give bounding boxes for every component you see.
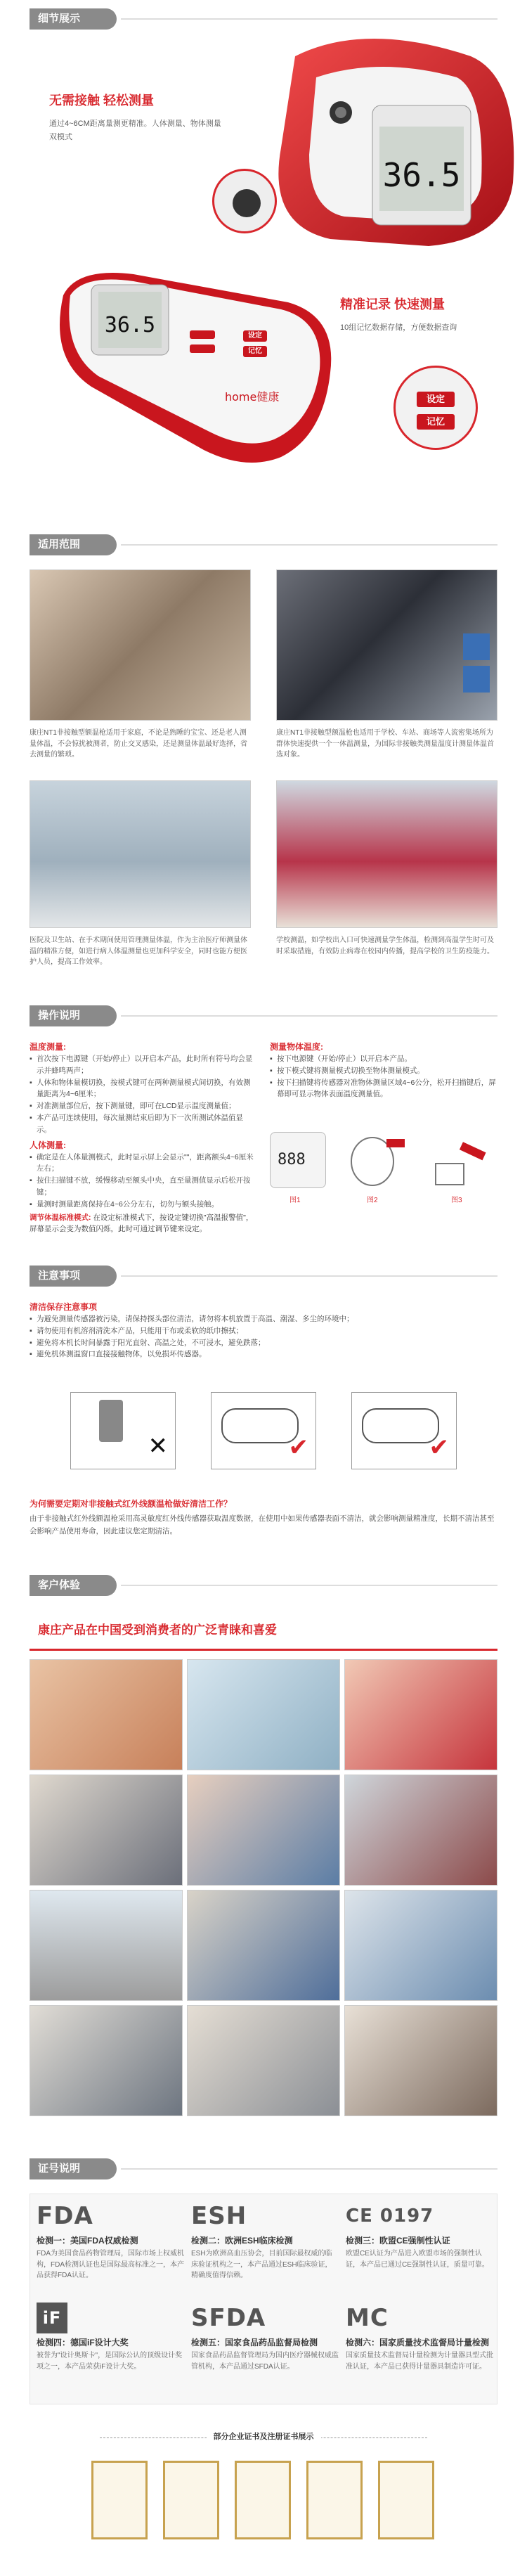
list-item: ▪ 为避免测量传感器被污染，请保持探头部位清洁，请勿将本机放置于高温、潮湿、多尘的环境中； bbox=[30, 1313, 497, 1325]
customer-photo bbox=[344, 2005, 497, 2116]
check-icon: ✔ bbox=[429, 1434, 449, 1461]
sign-icon bbox=[463, 666, 490, 693]
list-item: ▪ 请勿使用有机溶剂清洗本产品，只能用干布或柔软的纸巾擦拭； bbox=[30, 1325, 497, 1337]
operation-left-column bbox=[30, 1041, 254, 1235]
section-header-customer bbox=[30, 1575, 497, 1596]
op-text: 在设定标准模式下，按设定键切换"高温报警值"，屏幕显示会变为数值闪烁，此时可通过调节键来设定。 bbox=[30, 1213, 254, 1234]
lcd-digits-icon: 888 bbox=[278, 1151, 306, 1168]
customer-photo bbox=[30, 1890, 183, 2001]
cert-item bbox=[346, 2201, 493, 2270]
fig3-object-icon bbox=[422, 1132, 492, 1188]
notes-heading: 为何需要定期对非接触式红外线额温枪做好清洁工作？ bbox=[30, 1499, 233, 1509]
customer-headline: 康庄产品在中国受到消费者的广泛青睐和喜爱 bbox=[38, 1623, 277, 1637]
notes-list bbox=[30, 1313, 497, 1360]
list-item: ▪ 量测时测量距离保持在4~6公分左右，切勿与额头接触。 bbox=[30, 1199, 254, 1211]
cert-desc: ESH为欧洲高血压协会，目前国际最权威的临床验证机构之一，本产品通过ESH临床验证，精确度值得信赖。 bbox=[191, 2250, 332, 2279]
section-tag: 适用范围 bbox=[30, 534, 117, 555]
fda-logo: FDA bbox=[37, 2202, 93, 2230]
section-rule bbox=[121, 1585, 497, 1586]
check-icon: ✔ bbox=[288, 1434, 308, 1461]
cert-item bbox=[37, 2303, 184, 2372]
list-item: ▪ 避免机体测温窗口直接接触物体，以免损坏传感器。 bbox=[30, 1348, 497, 1360]
op-list-body bbox=[30, 1152, 254, 1211]
brand-mark: home健康 bbox=[225, 390, 280, 404]
customer-photo bbox=[344, 1890, 497, 2001]
thermometer-back-illustration bbox=[204, 28, 527, 281]
esh-logo: ESH bbox=[191, 2202, 247, 2230]
sign-icon bbox=[463, 633, 490, 660]
section-header-scope bbox=[30, 534, 497, 555]
thermometer-front-illustration bbox=[49, 253, 344, 478]
customer-photo bbox=[187, 1890, 340, 2001]
certificate-frame bbox=[306, 2461, 363, 2539]
if-logo: iF bbox=[37, 2303, 67, 2333]
operation-right-column bbox=[270, 1041, 497, 1100]
section-header-notes bbox=[30, 1266, 497, 1287]
cert-desc: FDA为美国食品药物管理局，国际市场上权威机构，FDA检测认证也是国际最高标准之一，本产品获得FDA认证。 bbox=[37, 2250, 184, 2279]
sfda-logo: SFDA bbox=[191, 2304, 266, 2332]
photo-family bbox=[30, 569, 251, 721]
list-item: ▪ 按下扫描键将传感器对准物体测量区域4~6公分，松开扫描键后，屏幕即可显示物体表面温度测量值。 bbox=[270, 1077, 497, 1101]
notes-text: 由于非接触式红外线额温枪采用高灵敏度红外线传感器获取温度数据，在使用中如果传感器表面不清洁，就会影响测量精准度，长期不清洁甚至会影响产品使用寿命，因此建议您定期清洁。 bbox=[30, 1514, 495, 1535]
scope-caption-4: 学校测温，如学校出入口可快速测量学生体温，检测到高温学生时可及时采取措施，有效防止病毒在校园内传播，提高学校的卫生防疫能力。 bbox=[276, 936, 494, 955]
cert-desc: 国家质量技术监督局计量检测为计量器具型式批准认证，本产品已获得计量器具制造许可证。 bbox=[346, 2352, 493, 2371]
cert-item bbox=[346, 2303, 493, 2372]
section-rule bbox=[121, 18, 497, 20]
op-heading: 测量物体温度: bbox=[270, 1042, 323, 1052]
feature-heading: 精准记录 快速测量 bbox=[340, 297, 445, 311]
photo-hospital-hall bbox=[30, 780, 251, 928]
feature-block-2 bbox=[340, 295, 502, 335]
device-outline-icon bbox=[362, 1408, 439, 1443]
list-item: ▪ 确定是在人体量测模式，此时显示屏上会显示""，距离额头4~6厘米左右； bbox=[30, 1152, 254, 1176]
section-rule bbox=[121, 1015, 497, 1017]
customer-photo bbox=[187, 1775, 340, 1886]
section-header-certs bbox=[30, 2158, 497, 2179]
certificate-frame bbox=[91, 2461, 148, 2539]
certificate-frame bbox=[235, 2461, 291, 2539]
scope-caption-2: 康庄NT1非接触型额温枪也适用于学校、车站、商场等人流密集场所为群体快速提供一个一体温测量，为国际非接触类测量温度计测量体温首选对象。 bbox=[276, 729, 494, 759]
sensor-zoom-circle bbox=[212, 169, 277, 233]
list-item: ▪ 按住扫描键不放，缓慢移动至额头中央，直至量测值显示后松开按键； bbox=[30, 1175, 254, 1199]
lcd-reading-back: 36.5 bbox=[382, 156, 461, 194]
customer-photo bbox=[30, 1659, 183, 1770]
set-button-zoom: 设定 bbox=[417, 392, 455, 407]
customer-photo bbox=[344, 1775, 497, 1886]
section-rule bbox=[121, 2168, 497, 2170]
cert-footer-title-row bbox=[30, 2431, 497, 2445]
photo-school-children bbox=[276, 780, 497, 928]
feature-text: 10组记忆数据存储，方便数据查询 bbox=[340, 323, 457, 332]
cert-desc: 被誉为"设计奥斯卡"，是国际公认的顶级设计奖项之一，本产品荣获iF设计大奖。 bbox=[37, 2352, 183, 2371]
cert-item bbox=[37, 2201, 184, 2281]
op-heading: 调节体温标准模式: bbox=[30, 1213, 91, 1222]
section-rule bbox=[121, 1275, 497, 1277]
cross-icon: ✕ bbox=[148, 1433, 168, 1460]
op-heading: 人体测量: bbox=[30, 1140, 66, 1150]
section-tag: 客户体验 bbox=[30, 1575, 117, 1596]
list-item: ▪ 人体和物体量模切换，按模式键可在两种测量模式间切换，有效测量距离为4~6厘米； bbox=[30, 1077, 254, 1101]
cert-desc: 国家食品药品监督管理局为国内医疗器械权威监管机构，本产品通过SFDA认证。 bbox=[191, 2352, 339, 2371]
buttons-zoom-circle bbox=[393, 366, 478, 450]
cert-title: 检测四：德国iF设计大奖 bbox=[37, 2338, 129, 2348]
list-item: ▪ 首次按下电源键（开始/停止）以开启本产品，此时所有符号均会显示并蜂鸣两声； bbox=[30, 1053, 254, 1077]
certificate-frame bbox=[378, 2461, 434, 2539]
op-heading: 温度测量: bbox=[30, 1042, 66, 1052]
section-rule bbox=[121, 544, 497, 546]
customer-photo bbox=[344, 1659, 497, 1770]
section-tag: 细节展示 bbox=[30, 8, 117, 30]
fig1-lcd bbox=[270, 1132, 326, 1188]
fig-label: 图3 bbox=[451, 1197, 462, 1204]
feature-text: 通过4~6CM距离量测更精准。人体测量、物体测量双模式 bbox=[49, 120, 221, 141]
scope-caption-1: 康庄NT1非接触型额温枪适用于家庭，不论是熟睡的宝宝、还是老人测量体温，不会惊扰被测者，防止交叉感染，还是测量体温最好选择，省去测量的繁琐。 bbox=[30, 729, 247, 759]
cert-footer-title: 部分企业证书及注册证书展示 bbox=[207, 2433, 321, 2441]
notes-why-block bbox=[30, 1498, 497, 1538]
fig-label: 图1 bbox=[289, 1197, 301, 1204]
right-cleaning-illustration-2 bbox=[351, 1392, 457, 1469]
scope-caption-3: 医院及卫生站、在手术期间使用管理测量体温，作为主治医疗师测量体温的精准方便，如进行病人体温测量也更加科学安全，同时也能方便医护人员，提高工作效率。 bbox=[30, 936, 247, 966]
device-outline-icon bbox=[221, 1408, 299, 1443]
cert-title: 检测五：国家食品药品监督局检测 bbox=[191, 2338, 318, 2348]
list-item: ▪ 本产品可连续使用，每次量测结束后即为下一次所测试体温值显示。 bbox=[30, 1112, 254, 1136]
fig2-head-icon bbox=[337, 1132, 408, 1188]
feature-heading: 无需接触 轻松测量 bbox=[49, 94, 155, 108]
right-cleaning-illustration-1 bbox=[211, 1392, 316, 1469]
sensor-lens-icon bbox=[233, 189, 261, 217]
faucet-icon bbox=[99, 1400, 123, 1442]
photo-station-crowd bbox=[276, 569, 497, 721]
customer-photo bbox=[187, 2005, 340, 2116]
op-list-temp bbox=[30, 1053, 254, 1136]
feature-block-1 bbox=[49, 91, 225, 143]
customer-photo bbox=[30, 2005, 183, 2116]
set-button-label: 设定 bbox=[243, 330, 267, 342]
cert-title: 检测六：国家质量技术监督局计量检测 bbox=[346, 2338, 490, 2348]
customer-photo bbox=[30, 1775, 183, 1886]
section-tag: 证号说明 bbox=[30, 2158, 117, 2179]
mc-logo: MC bbox=[346, 2304, 389, 2332]
list-item: ▪ 对准测量部位后，按下测量键，即可在LCD显示温度测量值； bbox=[30, 1100, 254, 1112]
cert-desc: 欧盟CE认证为产品进入欧盟市场的强制性认证，本产品已通过CE强制性认证，质量可靠。 bbox=[346, 2250, 489, 2269]
fig-label: 图2 bbox=[367, 1197, 378, 1204]
cert-title: 检测二：欧洲ESH临床检测 bbox=[191, 2236, 293, 2246]
wrong-cleaning-illustration bbox=[70, 1392, 176, 1469]
memory-button-zoom: 记忆 bbox=[417, 414, 455, 430]
section-header-operation bbox=[30, 1005, 497, 1026]
certificate-frame bbox=[163, 2461, 219, 2539]
section-tag: 操作说明 bbox=[30, 1005, 117, 1026]
section-tag: 注意事项 bbox=[30, 1266, 117, 1287]
op-list-object bbox=[270, 1053, 497, 1100]
list-item: ▪ 避免将本机长时间暴露于阳光直射、高温之处，不可浸水，避免跌落； bbox=[30, 1337, 497, 1349]
cert-item bbox=[191, 2201, 339, 2281]
cert-title: 检测三：欧盟CE强制性认证 bbox=[346, 2236, 450, 2246]
notes-heading: 清洁保存注意事项 bbox=[30, 1302, 98, 1312]
headline-rule bbox=[30, 1649, 497, 1651]
list-item: ▪ 按下电源键（开始/停止）以开启本产品。 bbox=[270, 1053, 497, 1065]
notes-block bbox=[30, 1301, 497, 1360]
cert-item bbox=[191, 2303, 339, 2372]
lcd-reading-front: 36.5 bbox=[104, 313, 156, 337]
ce-logo: CE 0197 bbox=[346, 2205, 434, 2227]
customer-photo bbox=[187, 1659, 340, 1770]
cert-title: 检测一：美国FDA权威检测 bbox=[37, 2236, 138, 2246]
list-item: ▪ 按下模式键将测量模式切换至物体测量模式。 bbox=[270, 1065, 497, 1077]
memory-button-label: 记忆 bbox=[243, 346, 267, 357]
section-header-details bbox=[30, 8, 497, 30]
